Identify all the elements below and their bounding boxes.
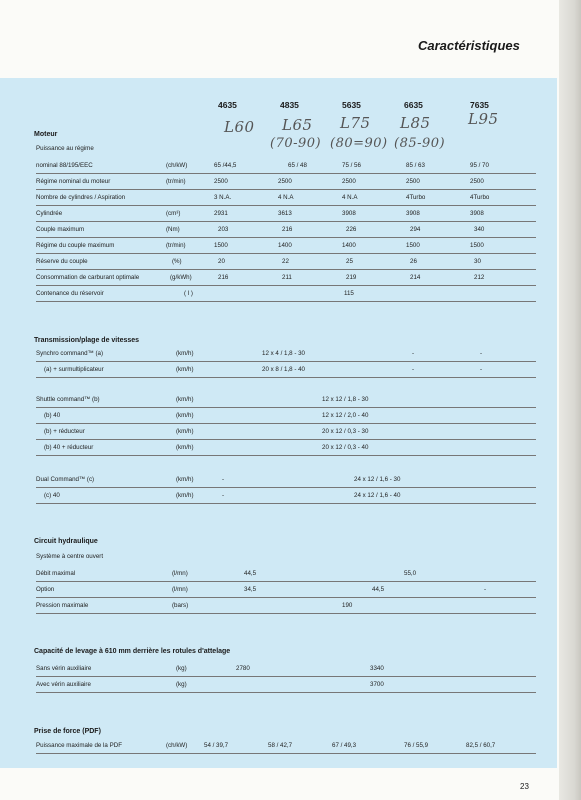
spec-label: Contenance du réservoir xyxy=(36,290,104,297)
spec-value: 26 xyxy=(410,258,417,265)
spec-value: 211 xyxy=(282,274,292,281)
spec-unit: (%) xyxy=(172,258,182,265)
spec-row xyxy=(36,553,536,565)
spec-row xyxy=(36,145,536,157)
spec-value: 12 x 12 / 2,0 - 40 xyxy=(322,412,369,419)
spec-value: 65 / 48 xyxy=(288,162,307,169)
leader-line xyxy=(36,613,536,614)
spec-unit: (km/h) xyxy=(176,366,194,373)
spec-unit: (km/h) xyxy=(176,428,194,435)
spec-label: (b) + réducteur xyxy=(44,428,85,435)
spec-value: 226 xyxy=(346,226,357,233)
spec-label: Cylindrée xyxy=(36,210,63,217)
spec-value: 2931 xyxy=(214,210,228,217)
spec-value: 20 xyxy=(218,258,225,265)
spec-value: 65 /44,5 xyxy=(214,162,237,169)
leader-line xyxy=(36,285,536,286)
spec-label: Synchro command™ (a) xyxy=(36,350,104,357)
leader-line xyxy=(36,487,536,488)
handwritten-code: L75 xyxy=(340,114,371,132)
spec-unit: (bars) xyxy=(172,602,189,609)
spec-value: 3 N.A. xyxy=(214,194,232,201)
leader-line xyxy=(36,189,536,190)
spec-unit: (Nm) xyxy=(166,226,180,233)
section-title-hydraulique: Circuit hydraulique xyxy=(34,538,98,545)
spec-label: Shuttle command™ (b) xyxy=(36,396,100,403)
spec-value: 3700 xyxy=(370,681,384,688)
spec-unit: (g/kWh) xyxy=(170,274,192,281)
spec-value: 216 xyxy=(218,274,229,281)
spec-label: Réserve du couple xyxy=(36,258,88,265)
spec-value: 4Turbo xyxy=(470,194,490,201)
handwritten-range: (85-90) xyxy=(394,136,446,151)
handwritten-code: L60 xyxy=(224,118,255,136)
spec-unit: (km/h) xyxy=(176,412,194,419)
spec-label: Option xyxy=(36,586,55,593)
spec-value: 76 / 55,9 xyxy=(404,742,429,749)
spec-value: 1400 xyxy=(342,242,356,249)
spec-value: 30 xyxy=(474,258,481,265)
spec-row xyxy=(36,290,536,302)
spec-unit: (kg) xyxy=(176,665,187,672)
spec-value: 219 xyxy=(346,274,357,281)
spec-label: Débit maximal xyxy=(36,570,76,577)
spec-unit: (km/h) xyxy=(176,492,194,499)
leader-line xyxy=(36,753,536,754)
spec-label: (c) 40 xyxy=(44,492,60,499)
spec-value: 22 xyxy=(282,258,289,265)
model-4635: 4635 xyxy=(218,100,237,110)
spec-row xyxy=(36,428,536,440)
leader-line xyxy=(36,423,536,424)
spec-value: 3613 xyxy=(278,210,292,217)
spec-value: - xyxy=(480,366,483,373)
spec-label: Régime nominal du moteur xyxy=(36,178,111,185)
spec-unit: (tr/min) xyxy=(166,242,186,249)
spec-value: 212 xyxy=(474,274,485,281)
spec-value: 214 xyxy=(410,274,421,281)
spec-label: Dual Command™ (c) xyxy=(36,476,95,483)
spec-value: 190 xyxy=(342,602,353,609)
spec-value: 54 / 39,7 xyxy=(204,742,229,749)
spec-value: - xyxy=(412,350,415,357)
spec-value: 1500 xyxy=(406,242,420,249)
spec-row xyxy=(36,412,536,424)
spec-value: - xyxy=(222,492,225,499)
spec-value: 203 xyxy=(218,226,229,233)
spec-label: nominal 88/195/EEC xyxy=(36,162,93,169)
spec-value: 3908 xyxy=(342,210,356,217)
spec-value: 24 x 12 / 1,6 - 40 xyxy=(354,492,401,499)
handwritten-range: (70-90) xyxy=(270,136,322,151)
leader-line xyxy=(36,581,536,582)
handwritten-code: L95 xyxy=(468,110,499,128)
spec-row xyxy=(36,492,536,504)
spec-value: 3908 xyxy=(470,210,484,217)
spec-value: 82,5 / 60,7 xyxy=(466,742,496,749)
spec-value: 58 / 42,7 xyxy=(268,742,293,749)
spec-label: (b) 40 + réducteur xyxy=(44,444,94,451)
spec-value: 2500 xyxy=(342,178,356,185)
spec-value: 44,5 xyxy=(372,586,385,593)
leader-line xyxy=(36,597,536,598)
leader-line xyxy=(36,361,536,362)
spec-value: - xyxy=(222,476,225,483)
spec-value: 67 / 49,3 xyxy=(332,742,357,749)
spec-value: 85 / 63 xyxy=(406,162,425,169)
spec-label: Avec vérin auxiliaire xyxy=(36,681,91,688)
spec-row xyxy=(36,242,536,254)
leader-line xyxy=(36,455,536,456)
spec-row xyxy=(36,366,536,378)
leader-line xyxy=(36,269,536,270)
leader-line xyxy=(36,205,536,206)
spec-unit: (ch/kW) xyxy=(166,742,188,749)
spec-row xyxy=(36,162,536,174)
spec-unit: (l/mn) xyxy=(172,570,188,577)
leader-line xyxy=(36,221,536,222)
spec-unit: (ch/kW) xyxy=(166,162,188,169)
spec-unit: (cm³) xyxy=(166,210,181,217)
spec-unit: (tr/min) xyxy=(166,178,186,185)
spec-row xyxy=(36,586,536,598)
leader-line xyxy=(36,407,536,408)
spec-value: - xyxy=(412,366,415,373)
spec-row xyxy=(36,476,536,488)
spec-value: 95 / 70 xyxy=(470,162,489,169)
leader-line xyxy=(36,377,536,378)
spec-value: 12 x 12 / 1,8 - 30 xyxy=(322,396,369,403)
model-5635: 5635 xyxy=(342,100,361,110)
spec-label: Puissance au régime xyxy=(36,145,94,152)
spec-unit: ( l ) xyxy=(184,290,193,297)
spec-row xyxy=(36,178,536,190)
spec-row xyxy=(36,681,536,693)
spec-row xyxy=(36,444,536,456)
spec-value: 55,0 xyxy=(404,570,417,577)
spec-value: - xyxy=(480,350,483,357)
spec-row xyxy=(36,570,536,582)
handwritten-code: L65 xyxy=(282,116,313,134)
spec-unit: (km/h) xyxy=(176,350,194,357)
spec-value: 216 xyxy=(282,226,293,233)
spec-value: 294 xyxy=(410,226,421,233)
spec-value: 1500 xyxy=(214,242,228,249)
page-number: 23 xyxy=(520,782,529,791)
spec-value: 2500 xyxy=(278,178,292,185)
leader-line xyxy=(36,253,536,254)
section-title-pdf: Prise de force (PDF) xyxy=(34,728,101,735)
handwritten-code: L85 xyxy=(400,114,431,132)
spec-value: 24 x 12 / 1,6 - 30 xyxy=(354,476,401,483)
spec-value: 1500 xyxy=(470,242,484,249)
spec-value: 2500 xyxy=(214,178,228,185)
spec-unit: (km/h) xyxy=(176,396,194,403)
spec-label: Nombre de cylindres / Aspiration xyxy=(36,194,126,201)
spec-value: 1400 xyxy=(278,242,292,249)
leader-line xyxy=(36,692,536,693)
page-edge-shadow xyxy=(559,0,581,800)
model-7635: 7635 xyxy=(470,100,489,110)
spec-value: 20 x 8 / 1,8 - 40 xyxy=(262,366,305,373)
spec-value: 4Turbo xyxy=(406,194,426,201)
spec-label: (b) 40 xyxy=(44,412,61,419)
leader-line xyxy=(36,301,536,302)
spec-row xyxy=(36,665,536,677)
spec-value: 2500 xyxy=(470,178,484,185)
model-6635: 6635 xyxy=(404,100,423,110)
spec-row xyxy=(36,350,536,362)
model-4835: 4835 xyxy=(280,100,299,110)
spec-value: 2500 xyxy=(406,178,420,185)
spec-row xyxy=(36,742,536,754)
section-title-moteur: Moteur xyxy=(34,131,58,138)
leader-line xyxy=(36,237,536,238)
spec-label: Système à centre ouvert xyxy=(36,553,104,560)
leader-line xyxy=(36,439,536,440)
spec-value: 340 xyxy=(474,226,485,233)
spec-value: 20 x 12 / 0,3 - 30 xyxy=(322,428,369,435)
spec-label: (a) + surmultiplicateur xyxy=(44,366,104,373)
spec-row xyxy=(36,602,536,614)
spec-value: 4 N.A xyxy=(342,194,358,201)
spec-value: 34,5 xyxy=(244,586,257,593)
handwritten-range: (80=90) xyxy=(330,136,388,151)
spec-value: 75 / 56 xyxy=(342,162,361,169)
spec-label: Puissance maximale de la PDF xyxy=(36,742,122,749)
spec-value: 2780 xyxy=(236,665,250,672)
leader-line xyxy=(36,503,536,504)
spec-row xyxy=(36,194,536,206)
spec-label: Couple maximum xyxy=(36,226,85,233)
spec-value: 3340 xyxy=(370,665,384,672)
spec-label: Régime du couple maximum xyxy=(36,242,115,249)
spec-value: 25 xyxy=(346,258,353,265)
spec-value: 115 xyxy=(344,290,354,297)
spec-row xyxy=(36,396,536,408)
spec-row xyxy=(36,274,536,286)
spec-value: 20 x 12 / 0,3 - 40 xyxy=(322,444,369,451)
spec-value: 3908 xyxy=(406,210,420,217)
spec-unit: (km/h) xyxy=(176,476,194,483)
spec-label: Sans vérin auxiliaire xyxy=(36,665,92,672)
spec-unit: (l/mn) xyxy=(172,586,188,593)
spec-value: 4 N.A xyxy=(278,194,294,201)
spec-value: 44,5 xyxy=(244,570,257,577)
spec-row xyxy=(36,210,536,222)
spec-unit: (km/h) xyxy=(176,444,194,451)
section-title-transmission: Transmission/plage de vitesses xyxy=(34,337,140,344)
spec-unit: (kg) xyxy=(176,681,187,688)
leader-line xyxy=(36,676,536,677)
leader-line xyxy=(36,173,536,174)
spec-row xyxy=(36,226,536,238)
spec-label: Consommation de carburant optimale xyxy=(36,274,140,281)
spec-value: - xyxy=(484,586,487,593)
spec-label: Pression maximale xyxy=(36,602,89,609)
spec-row xyxy=(36,258,536,270)
page-title: Caractéristiques xyxy=(418,38,520,53)
section-title-levage: Capacité de levage à 610 mm derrière les rotules d'attelage xyxy=(34,648,231,655)
spec-value: 12 x 4 / 1,8 - 30 xyxy=(262,350,305,357)
